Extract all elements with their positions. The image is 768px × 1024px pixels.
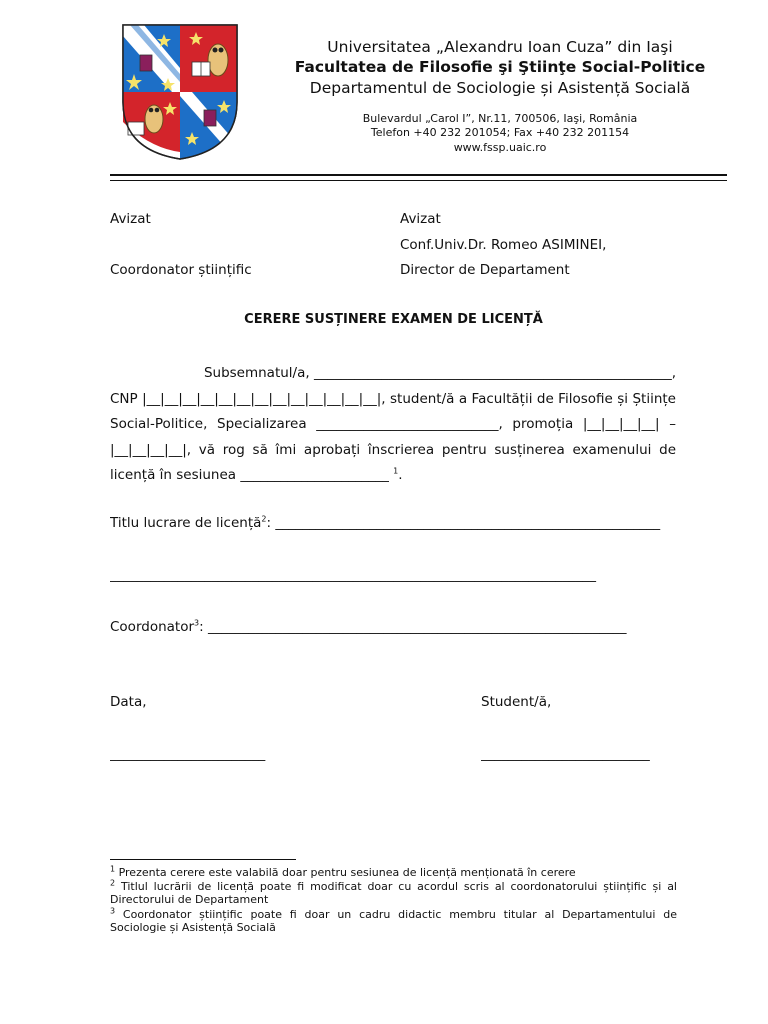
footnote-1-text: Prezenta cerere este valabilă doar pentru sesiunea de licență menționată în cerere (115, 866, 576, 879)
faculty-name: Facultatea de Filosofie şi Ştiinţe Social-Politice (294, 58, 706, 76)
footnote-2-mark: 2 (110, 878, 116, 888)
request-name-line[interactable]: Subsemnatul/a, _____________________________________________________, (203, 365, 676, 381)
date-label: Data, (110, 694, 147, 710)
approval-left-role: Coordonator științific (110, 262, 252, 278)
department-name: Departamentul de Sociologie și Asistență Socială (309, 79, 691, 97)
coordinator-line[interactable]: : ______________________________________________________________ (199, 619, 627, 635)
footnote-2-text: Titlul lucrării de licență poate fi modificat doar cu acordul scris al coordonatorului științific și al Directorului de Departament (110, 880, 677, 906)
footnote-divider (110, 859, 296, 860)
student-signature-line[interactable]: _________________________ (481, 746, 650, 762)
footnote-ref-3: 3 (194, 619, 200, 628)
university-name: Universitatea „Alexandru Ioan Cuza” din Iaşi (327, 38, 673, 56)
footnote-2 (110, 880, 677, 906)
request-end: . (398, 467, 403, 483)
university-crest-logo (120, 22, 240, 162)
coordinator-field[interactable] (110, 619, 677, 635)
thesis-title-line-2[interactable]: ________________________________________________________________________ (110, 567, 596, 583)
footnote-1-mark: 1 (110, 864, 116, 874)
thesis-title-label: Titlu lucrare de licență (110, 515, 262, 531)
approval-right-name: Conf.Univ.Dr. Romeo ASIMINEI, (400, 237, 607, 253)
document-title: CERERE SUSȚINERE EXAMEN DE LICENȚĂ (244, 312, 543, 327)
footnote-ref-2: 2 (261, 515, 267, 524)
student-label: Student/ă, (481, 694, 552, 710)
date-signature-line[interactable]: _______________________ (110, 746, 266, 762)
approval-left-label: Avizat (110, 211, 151, 227)
footnote-3-text: Coordonator științific poate fi doar un cadru didactic membru titular al Departamentului de Sociologie și Asistență Socială (110, 908, 677, 934)
footnote-ref-1: 1 (393, 466, 399, 476)
footnote-3-mark: 3 (110, 906, 116, 916)
footnote-3 (110, 908, 677, 934)
approval-right-label: Avizat (400, 211, 441, 227)
header-divider-thick (110, 174, 727, 176)
website-link[interactable]: www.fssp.uaic.ro (453, 141, 547, 154)
footnote-1 (110, 866, 677, 879)
thesis-title-line[interactable]: : _________________________________________________________ (266, 515, 661, 531)
thesis-title-field[interactable] (110, 515, 677, 531)
request-paragraph (110, 361, 676, 489)
coordinator-label: Coordonator (110, 619, 195, 635)
approval-right-role: Director de Departament (400, 262, 570, 278)
phone-line: Telefon +40 232 201054; Fax +40 232 201154 (370, 126, 630, 139)
request-body[interactable]: CNP |__|__|__|__|__|__|__|__|__|__|__|__|__|, student/ă a Facultății de Filosofie și Științe Social-Politice, Specializarea ___________________________, promoția |__|__|__|__| – |__|__|__|__|, vă rog să îmi aprobați înscrierea pentru susținerea examenului de licență în sesiunea ______________________ (110, 390, 676, 483)
address-line: Bulevardul „Carol I”, Nr.11, 700506, Iaşi, România (362, 112, 638, 125)
header-divider-thin (110, 180, 727, 181)
